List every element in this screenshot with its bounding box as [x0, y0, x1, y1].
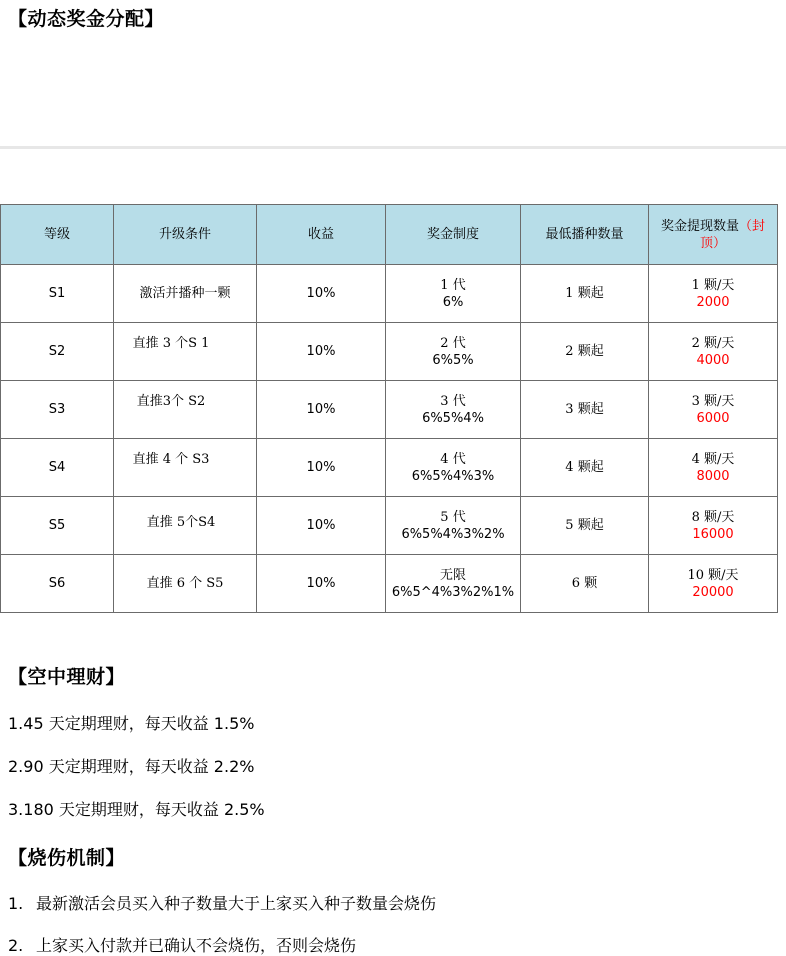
cell-min-seed: 2 颗起 — [521, 323, 649, 381]
cell-condition: 直推3个 S2 — [114, 381, 257, 439]
burn-rule-1-num: 1. — [8, 894, 24, 913]
section-title-dynamic-bonus: 【动态奖金分配】 — [8, 8, 165, 30]
section-title-burn-mechanism: 【烧伤机制】 — [8, 847, 126, 869]
cell-cap: 20000 — [692, 584, 734, 600]
cell-generation: 4 代 — [440, 451, 466, 467]
table-row — [1, 381, 778, 439]
table-row — [1, 497, 778, 555]
cell-withdraw-rate: 1 颗/天 — [691, 277, 735, 293]
cell-rates: 6%5%4%3%2% — [401, 526, 505, 542]
burn-rule-2-text: 上家买入付款并已确认不会烧伤，否则会烧伤 — [36, 936, 357, 955]
header-bonus-system: 奖金制度 — [386, 205, 521, 265]
cell-level: S6 — [1, 555, 114, 613]
cell-bonus-system — [386, 555, 521, 613]
cell-withdraw — [649, 439, 778, 497]
cell-rates: 6%5%4% — [422, 410, 484, 426]
cell-min-seed: 5 颗起 — [521, 497, 649, 555]
cell-cap: 8000 — [696, 468, 730, 484]
header-withdraw-main: 奖金提现数量 — [660, 218, 739, 234]
cell-generation: 无限 — [439, 567, 466, 583]
header-withdraw — [649, 205, 778, 265]
cell-cap: 2000 — [696, 294, 730, 310]
cell-withdraw — [649, 555, 778, 613]
table-row — [1, 265, 778, 323]
cell-rates: 6%5^4%3%2%1% — [391, 584, 515, 600]
cell-condition: 直推 3 个S 1 — [114, 323, 257, 381]
cell-level: S2 — [1, 323, 114, 381]
cell-level: S4 — [1, 439, 114, 497]
divider — [0, 146, 786, 149]
header-min-seed: 最低播种数量 — [521, 205, 649, 265]
cell-generation: 5 代 — [440, 509, 466, 525]
cell-income: 10% — [257, 555, 386, 613]
cell-generation: 1 代 — [440, 277, 466, 293]
burn-rule-1 — [8, 891, 436, 914]
cell-rates: 6%5% — [432, 352, 474, 368]
finance-item-3: 3.180 天定期理财，每天收益 2.5% — [8, 800, 265, 819]
cell-bonus-system — [386, 323, 521, 381]
cell-withdraw — [649, 497, 778, 555]
cell-min-seed: 1 颗起 — [521, 265, 649, 323]
bonus-table — [0, 204, 778, 613]
cell-condition: 直推 5个S4 — [114, 497, 257, 555]
cell-withdraw — [649, 323, 778, 381]
cell-condition: 直推 6 个 S5 — [114, 555, 257, 613]
finance-item-1: 1.45 天定期理财，每天收益 1.5% — [8, 714, 255, 733]
cell-withdraw-rate: 8 颗/天 — [691, 509, 735, 525]
cell-condition: 激活并播种一颗 — [114, 265, 257, 323]
cell-income: 10% — [257, 323, 386, 381]
header-condition: 升级条件 — [114, 205, 257, 265]
burn-rule-1-text: 最新激活会员买入种子数量大于上家买入种子数量会烧伤 — [36, 894, 437, 913]
cell-cap: 4000 — [696, 352, 730, 368]
cell-withdraw-rate: 3 颗/天 — [691, 393, 735, 409]
cell-rates: 6%5%4%3% — [411, 468, 495, 484]
cell-cap: 16000 — [692, 526, 734, 542]
cell-income: 10% — [257, 265, 386, 323]
cell-income: 10% — [257, 381, 386, 439]
cell-min-seed: 6 颗 — [521, 555, 649, 613]
section-title-air-finance: 【空中理财】 — [8, 666, 126, 688]
cell-income: 10% — [257, 439, 386, 497]
cell-condition: 直推 4 个 S3 — [114, 439, 257, 497]
header-income: 收益 — [257, 205, 386, 265]
table-row — [1, 555, 778, 613]
cell-generation: 2 代 — [440, 335, 466, 351]
cell-min-seed: 4 颗起 — [521, 439, 649, 497]
header-level: 等级 — [1, 205, 114, 265]
cell-bonus-system — [386, 497, 521, 555]
table-row — [1, 323, 778, 381]
cell-income: 10% — [257, 497, 386, 555]
table-header-row — [1, 205, 778, 265]
cell-min-seed: 3 颗起 — [521, 381, 649, 439]
table-row — [1, 439, 778, 497]
cell-withdraw-rate: 4 颗/天 — [691, 451, 735, 467]
burn-rule-2 — [8, 933, 356, 956]
cell-level: S1 — [1, 265, 114, 323]
cell-withdraw — [649, 265, 778, 323]
finance-item-2: 2.90 天定期理财，每天收益 2.2% — [8, 757, 255, 776]
header-withdraw-cap: （封顶） — [699, 218, 766, 251]
cell-withdraw-rate: 10 颗/天 — [687, 567, 739, 583]
cell-withdraw — [649, 381, 778, 439]
cell-generation: 3 代 — [440, 393, 466, 409]
cell-level: S3 — [1, 381, 114, 439]
cell-bonus-system — [386, 265, 521, 323]
cell-level: S5 — [1, 497, 114, 555]
cell-rates: 6% — [442, 294, 464, 310]
cell-cap: 6000 — [696, 410, 730, 426]
cell-withdraw-rate: 2 颗/天 — [691, 335, 735, 351]
cell-bonus-system — [386, 439, 521, 497]
cell-bonus-system — [386, 381, 521, 439]
burn-rule-2-num: 2. — [8, 936, 24, 955]
